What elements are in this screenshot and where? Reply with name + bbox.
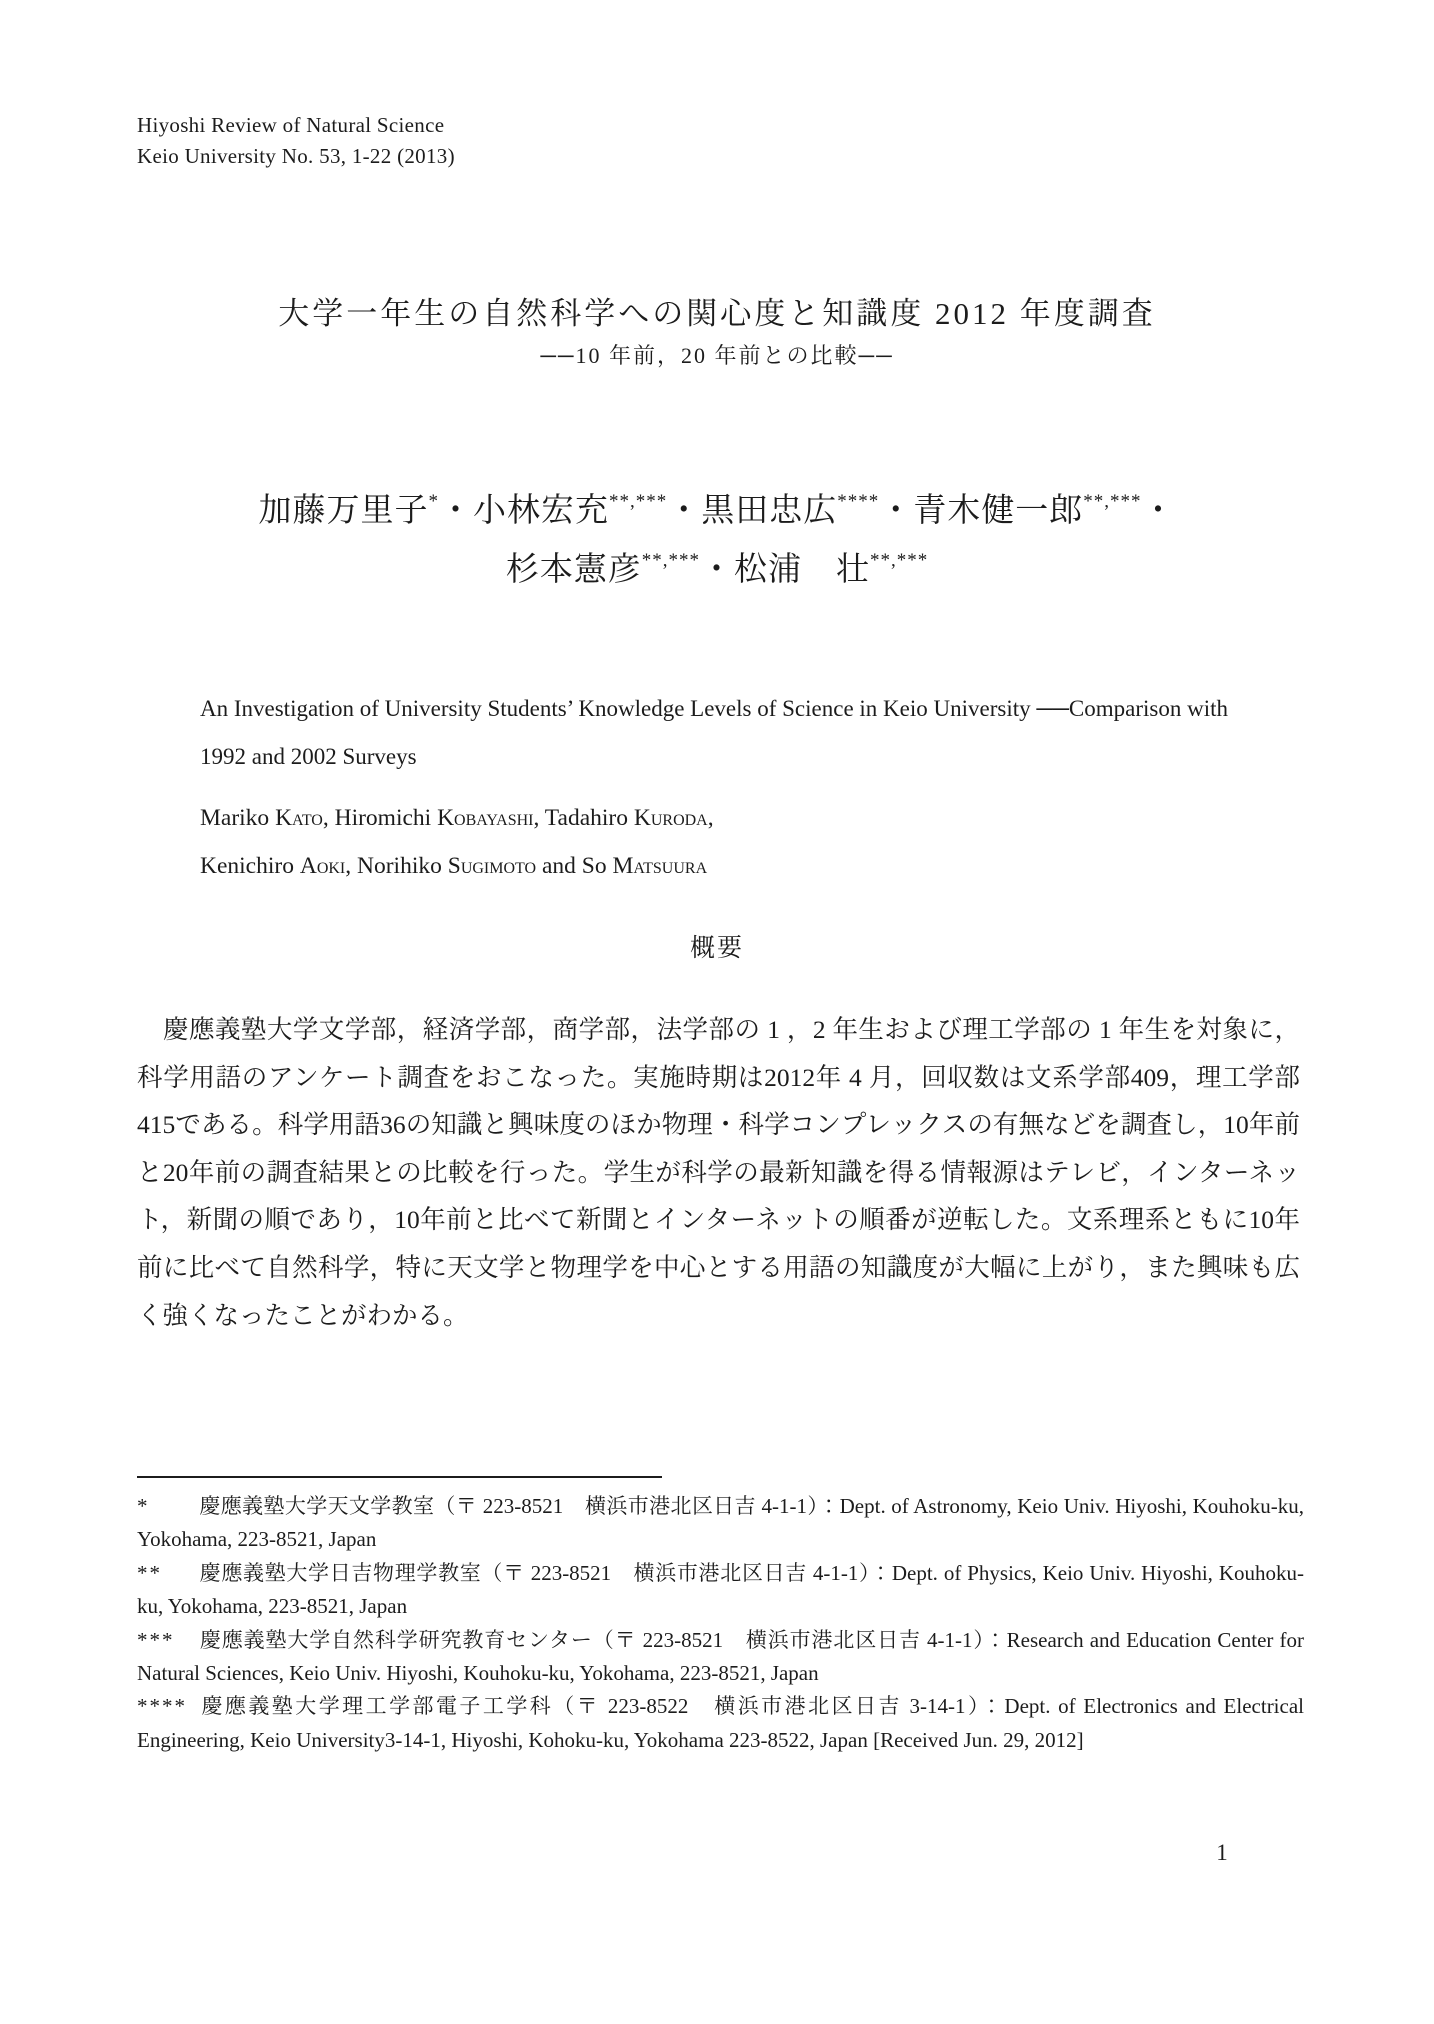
author-separator: ・: [700, 552, 734, 588]
footnote-marker: *: [137, 1494, 150, 1518]
author-separator: ・: [1141, 493, 1176, 529]
journal-name: Hiyoshi Review of Natural Science: [137, 113, 445, 137]
authors-jp: [0, 482, 1434, 600]
authors-jp-line2: [0, 541, 1434, 600]
paper-title-en-text: An Investigation of University Students’ Knowledge Levels of Science in Keio University ──Comparison with 1992 and 2002 Surveys: [200, 696, 1229, 769]
abstract-heading: 概要: [689, 935, 744, 962]
affiliation-mark: *: [428, 491, 439, 512]
author-family: Sugimoto: [447, 852, 537, 879]
author-family: Kato: [275, 805, 323, 831]
author-given: Kenichiro: [200, 852, 300, 879]
author-separator: ・: [879, 493, 914, 529]
author-given: , Norihiko: [345, 852, 448, 879]
author-family: Kobayashi: [437, 805, 534, 831]
footnotes: [137, 1465, 1304, 1757]
affiliation-mark: **,***: [609, 491, 668, 512]
footnote-marker: ****: [137, 1694, 187, 1719]
authors-jp-line1: [0, 482, 1434, 541]
author-name: 小林宏充: [473, 493, 609, 529]
footnote-physics: [137, 1557, 1304, 1624]
footnote-rule: [137, 1476, 662, 1478]
abstract-body: 慶應義塾大学文学部，経済学部，商学部，法学部の 1 ，2 年生および理工学部の 1 年生を対象に，科学用語のアンケート調査をおこなった。実施時期は2012年 4 月，回収数は文系学部409，理工学部415である。科学用語36の知識と興味度のほか物理・科学コンプレックスの有無などを調査し，10年前と20年前の調査結果との比較を行った。学生が科学の最新知識を得る情報源はテレビ，インターネット，新聞の順であり，10年前と比べて新聞とインターネットの順番が逆転した。文系理系ともに10年前に比べて自然科学，特に天文学と物理学を中心とする用語の知識度が大幅に上がり，また興味も広く強くなったことがわかる。: [137, 1015, 1300, 1330]
author-given: , Tadahiro: [533, 805, 634, 831]
author-given: , Hiromichi: [322, 805, 438, 831]
running-head: [137, 110, 455, 172]
footnote-marker: **: [137, 1560, 162, 1585]
paper-subtitle-jp: ──10 年前，20 年前との比較──: [540, 343, 894, 368]
footnote-text: 慶應義塾大学天文学教室（〒 223-8521 横浜市港北区日吉 4-1-1）：Dept. of Astronomy, Keio Univ. Hiyoshi, Kouhoku-ku, Yokohama, 223-8521, Japan: [137, 1494, 1304, 1552]
paper-title-en: [200, 685, 1249, 780]
author-name: 杉本憲彦: [505, 552, 642, 588]
footnote-electronics: [137, 1690, 1304, 1757]
author-given: and So: [536, 852, 613, 879]
affiliation-mark: **,***: [1083, 491, 1142, 512]
author-name: 黒田忠広: [701, 493, 838, 529]
page-number: 1: [1216, 1840, 1228, 1865]
footnote-research-center: [137, 1624, 1304, 1691]
journal-issue: Keio University No. 53, 1-22 (2013): [137, 144, 455, 168]
author-given: Mariko: [200, 805, 276, 831]
footnote-text: 慶應義塾大学自然科学研究教育センター（〒 223-8521 横浜市港北区日吉 4-1-1）：Research and Education Center for Natural Sciences, Keio Univ. Hiyoshi, Kouhoku-ku, Yokohama, 223-8521, Japan: [137, 1627, 1304, 1686]
authors-en-line1: [200, 795, 1249, 843]
authors-en: [200, 795, 1249, 890]
author-separator: ・: [439, 493, 473, 529]
author-name: 松浦 壮: [734, 552, 870, 588]
affiliation-mark: ****: [837, 491, 880, 512]
footnote-text: 慶應義塾大学理工学部電子工学科（〒 223-8522 横浜市港北区日吉 3-14-1）：Dept. of Electronics and Electrical Engineering, Keio University3-14-1, Hiyoshi, Kohoku-ku, Yokohama 223-8522, Japan [Received Jun. 29, 2012]: [137, 1694, 1304, 1752]
affiliation-mark: **,***: [641, 550, 700, 571]
author-separator: ,: [707, 805, 714, 831]
footnote-text: 慶應義塾大学日吉物理学教室（〒 223-8521 横浜市港北区日吉 4-1-1）：Dept. of Physics, Keio Univ. Hiyoshi, Kouhoku-ku, Yokohama, 223-8521, Japan: [137, 1560, 1304, 1619]
paper-title-jp: 大学一年生の自然科学への関心度と知識度 2012 年度調査: [278, 296, 1156, 331]
footnote-marker: ***: [137, 1627, 175, 1652]
authors-en-line2: [200, 843, 1249, 891]
footnote-astronomy: [137, 1490, 1304, 1557]
author-family: Kuroda: [633, 805, 708, 831]
author-family: Matsuura: [612, 852, 708, 879]
affiliation-mark: **,***: [870, 550, 929, 571]
author-family: Aoki: [299, 852, 346, 879]
author-name: 青木健一郎: [913, 493, 1084, 529]
author-separator: ・: [667, 493, 702, 529]
author-name: 加藤万里子: [258, 493, 429, 529]
